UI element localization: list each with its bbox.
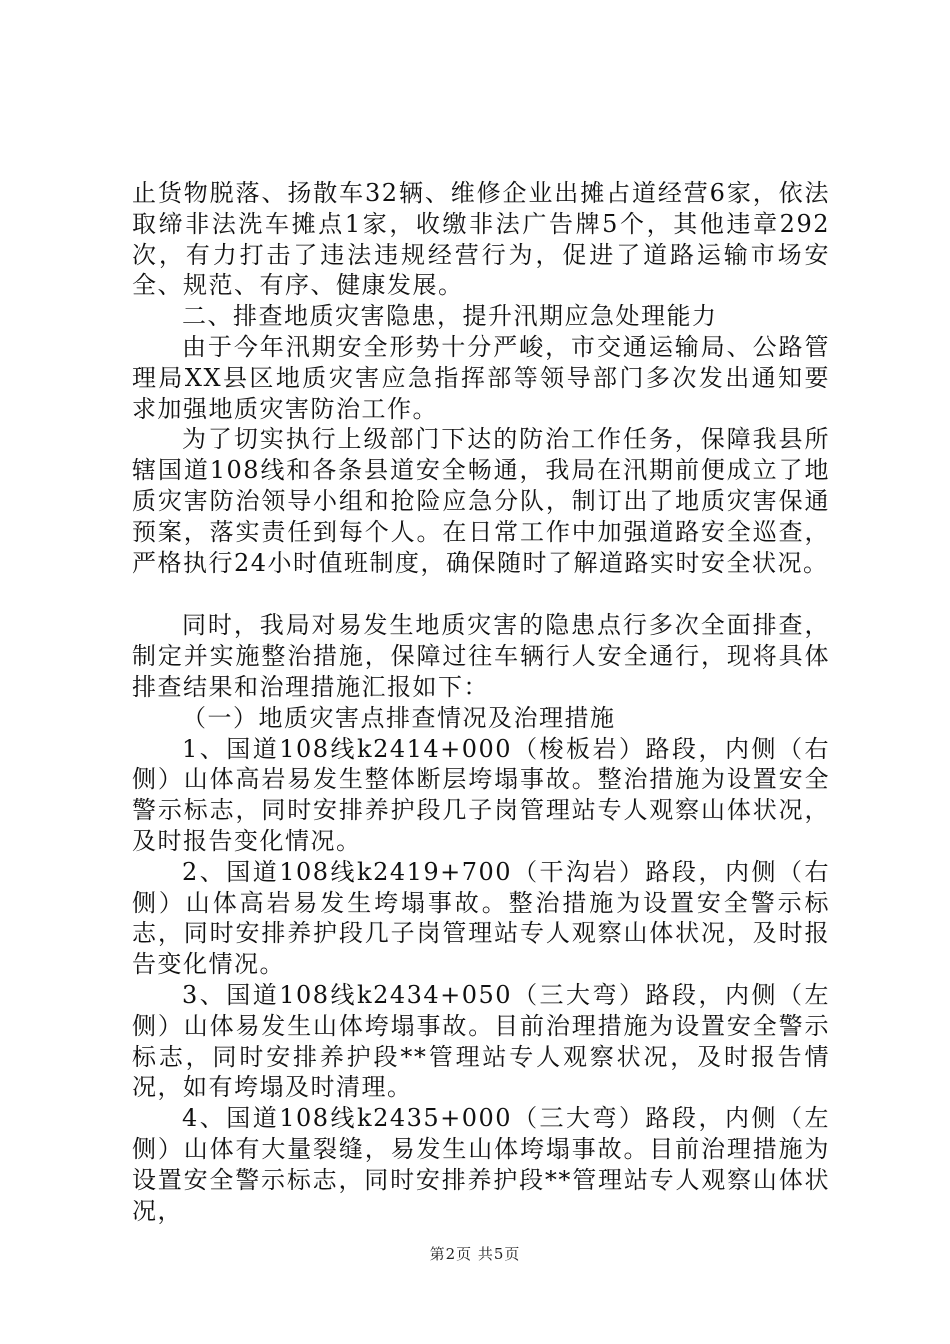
subsection-heading-1: （一）地质灾害点排查情况及治理措施 <box>182 703 616 732</box>
paragraph-prevention-tasks: 为了切实执行上级部门下达的防治工作任务，保障我县所辖国道108线和各条县道安全畅通，我局在汛期前便成立了地质灾害防治领导小组和抢险应急分队，制订出了地质灾害保通预案，落实责任到每个人。在日常工作中加强道路安全巡查，严格执行24小时值班制度，确保随时了解道路实时安全状况。 <box>132 425 830 577</box>
paragraph-gap <box>132 578 830 610</box>
paragraph-continuation: 止货物脱落、扬散车32辆、维修企业出摊占道经营6家，依法取缔非法洗车摊点1家，收缴非法广告牌5个，其他违章292次，有力打击了违法违规经营行为，促进了道路运输市场安全、规范、有序、健康发展。 <box>132 179 830 300</box>
list-item: 4、国道108线k2435+000（三大弯）路段，内侧（左侧）山体有大量裂缝，易发生山体垮塌事故。目前治理措施为设置安全警示标志，同时安排养护段**管理站专人观察山体状况， <box>132 1104 830 1225</box>
section-heading-2: 二、排查地质灾害隐患，提升汛期应急处理能力 <box>182 302 718 331</box>
document-body <box>132 178 830 1226</box>
page-footer <box>0 1243 950 1264</box>
page-number: 第2页 共5页 <box>429 1245 521 1263</box>
list-item: 1、国道108线k2414+000（梭板岩）路段，内侧（右侧）山体高岩易发生整体断层垮塌事故。整治措施为设置安全警示标志，同时安排养护段几子岗管理站专人观察山体状况，及时报告变化情况。 <box>132 734 830 855</box>
list-item: 3、国道108线k2434+050（三大弯）路段，内侧（左侧）山体易发生山体垮塌事故。目前治理措施为设置安全警示标志，同时安排养护段**管理站专人观察状况，及时报告情况，如有垮塌及时清理。 <box>132 980 830 1102</box>
paragraph-flood-season: 由于今年汛期安全形势十分严峻，市交通运输局、公路管理局XX县区地质灾害应急指挥部等领导部门多次发出通知要求加强地质灾害防治工作。 <box>132 332 830 423</box>
list-item: 2、国道108线k2419+700（干沟岩）路段，内侧（右侧）山体高岩易发生垮塌事故。整治措施为设置安全警示标志，同时安排养护段几子岗管理站专人观察山体状况，及时报告变化情况。 <box>132 857 830 979</box>
paragraph-investigation: 同时，我局对易发生地质灾害的隐患点行多次全面排查，制定并实施整治措施，保障过往车辆行人安全通行，现将具体排查结果和治理措施汇报如下： <box>132 611 830 701</box>
